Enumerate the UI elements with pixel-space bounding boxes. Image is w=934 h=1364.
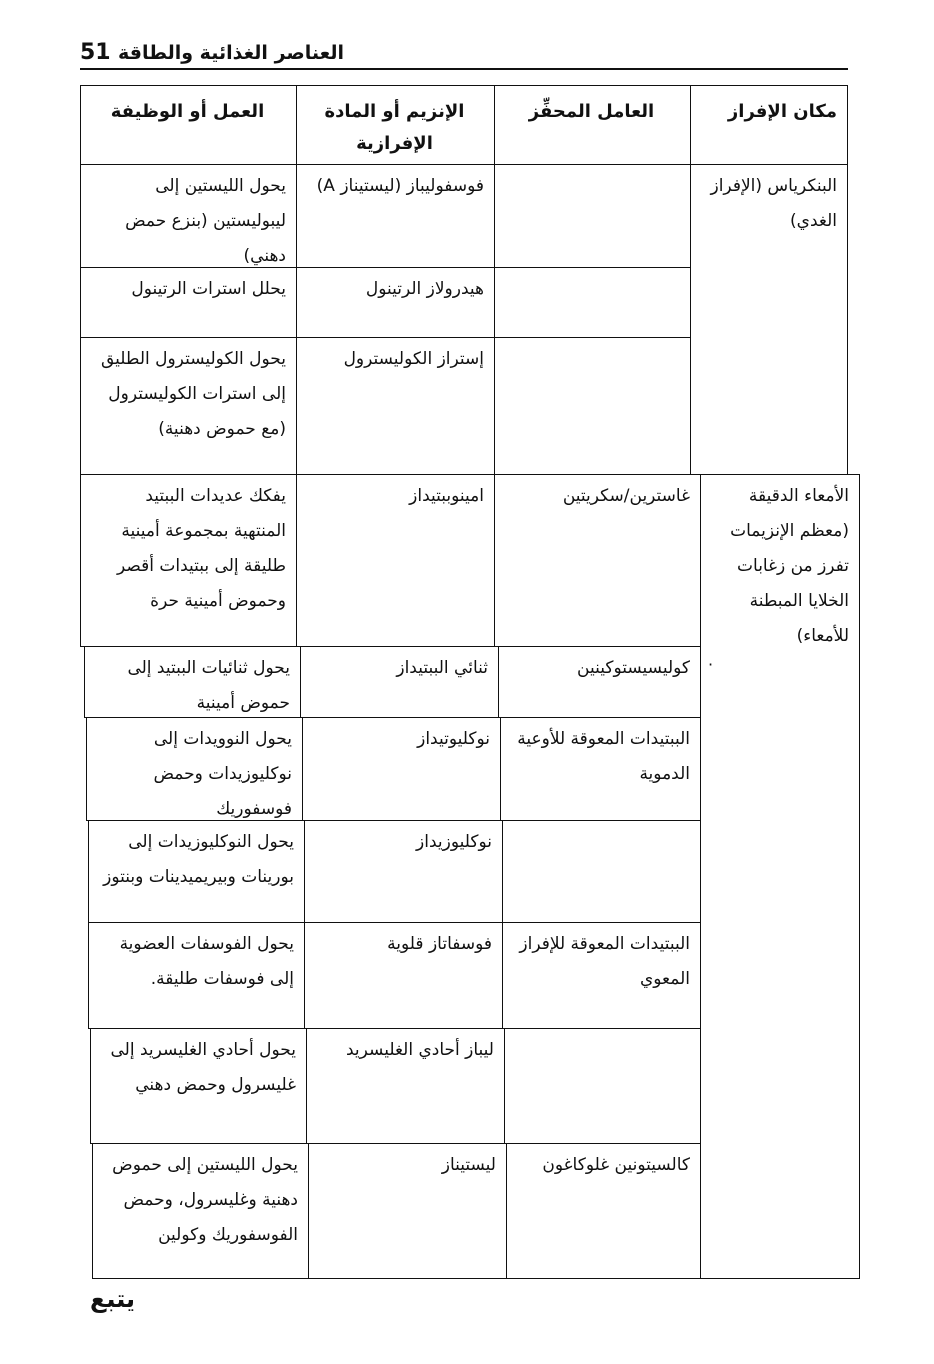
function-cell: يفكك عديدات الببتيد المنتهية بمجموعة أمينية طليقة إلى ببتيدات أقصر وحموض أمينية حرة	[80, 474, 297, 647]
stimulus-cell: كالسيتونين غلوكاغون	[506, 1143, 701, 1279]
stimulus-cell	[504, 1028, 701, 1144]
stimulus-cell: الببتيدات المعوقة للإفراز المعوي	[502, 922, 701, 1029]
enzyme-cell: ليباز أحادي الغليسريد	[306, 1028, 505, 1144]
function-cell: يحول النوكليوزيدات إلى بورينات وبيريميدينات وبنتوز	[88, 820, 305, 923]
stimulus-cell	[494, 267, 691, 338]
header-enzyme: الإنزيم أو المادة الإفرازية	[296, 85, 495, 165]
enzyme-cell: ثنائي الببتيداز	[300, 646, 499, 718]
stimulus-cell: الببتيدات المعوقة للأوعية الدموية	[500, 717, 701, 821]
page-number: 51	[80, 40, 111, 65]
enzyme-cell: فوسفوليباز (ليستيناز A)	[296, 164, 495, 268]
function-cell: يحول الليستين إلى حموض دهنية وغليسرول، وحمض الفوسفوريك وكولين	[92, 1143, 309, 1279]
enzyme-cell: نوكليوزيداز	[304, 820, 503, 923]
enzyme-cell: فوسفاتاز قلوية	[304, 922, 503, 1029]
enzyme-cell: إستراز الكوليسترول	[296, 337, 495, 475]
enzyme-cell: هيدرولاز الرتينول	[296, 267, 495, 338]
enzyme-cell: نوكليوتيداز	[302, 717, 501, 821]
enzyme-cell: امينوببتيداز	[296, 474, 495, 647]
function-cell: يحول الليستين إلى ليبوليستين (بنزع حمض دهني)	[80, 164, 297, 268]
stimulus-cell	[502, 820, 701, 923]
site-pancreas: البنكرياس (الإفراز الغدي)	[690, 164, 848, 475]
stray-dot-mark: ·	[708, 655, 714, 674]
site-small-intestine: الأمعاء الدقيقة (معظم الإنزيمات تفرز من زغابات الخلايا المبطنة للأمعاء)	[700, 474, 860, 1279]
header-site: مكان الإفراز	[690, 85, 848, 165]
running-title: العناصر الغذائية والطاقة	[118, 42, 345, 64]
stimulus-cell: كوليسيستوكينين	[498, 646, 701, 718]
stimulus-cell	[494, 337, 691, 475]
header-stimulus: العامل المحفِّز	[494, 85, 691, 165]
stimulus-cell	[494, 164, 691, 268]
function-cell: يحول النوويدات إلى نوكليوزيدات وحمض فوسفوريك	[86, 717, 303, 821]
continued-label: يتبع	[90, 1285, 135, 1313]
header-function: العمل أو الوظيفة	[80, 85, 297, 165]
stimulus-cell: غاسترين/سكريتين	[494, 474, 701, 647]
function-cell: يحلل استرات الرتينول	[80, 267, 297, 338]
function-cell: يحول ثنائيات الببتيد إلى حموض أمينية	[84, 646, 301, 718]
enzyme-cell: ليستيناز	[308, 1143, 507, 1279]
running-header	[80, 38, 848, 70]
function-cell: يحول أحادي الغليسريد إلى غليسرول وحمض دهني	[90, 1028, 307, 1144]
function-cell: يحول الكوليسترول الطليق إلى استرات الكوليسترول (مع حموض دهنية)	[80, 337, 297, 475]
function-cell: يحول الفوسفات العضوية إلى فوسفات طليقة.	[88, 922, 305, 1029]
